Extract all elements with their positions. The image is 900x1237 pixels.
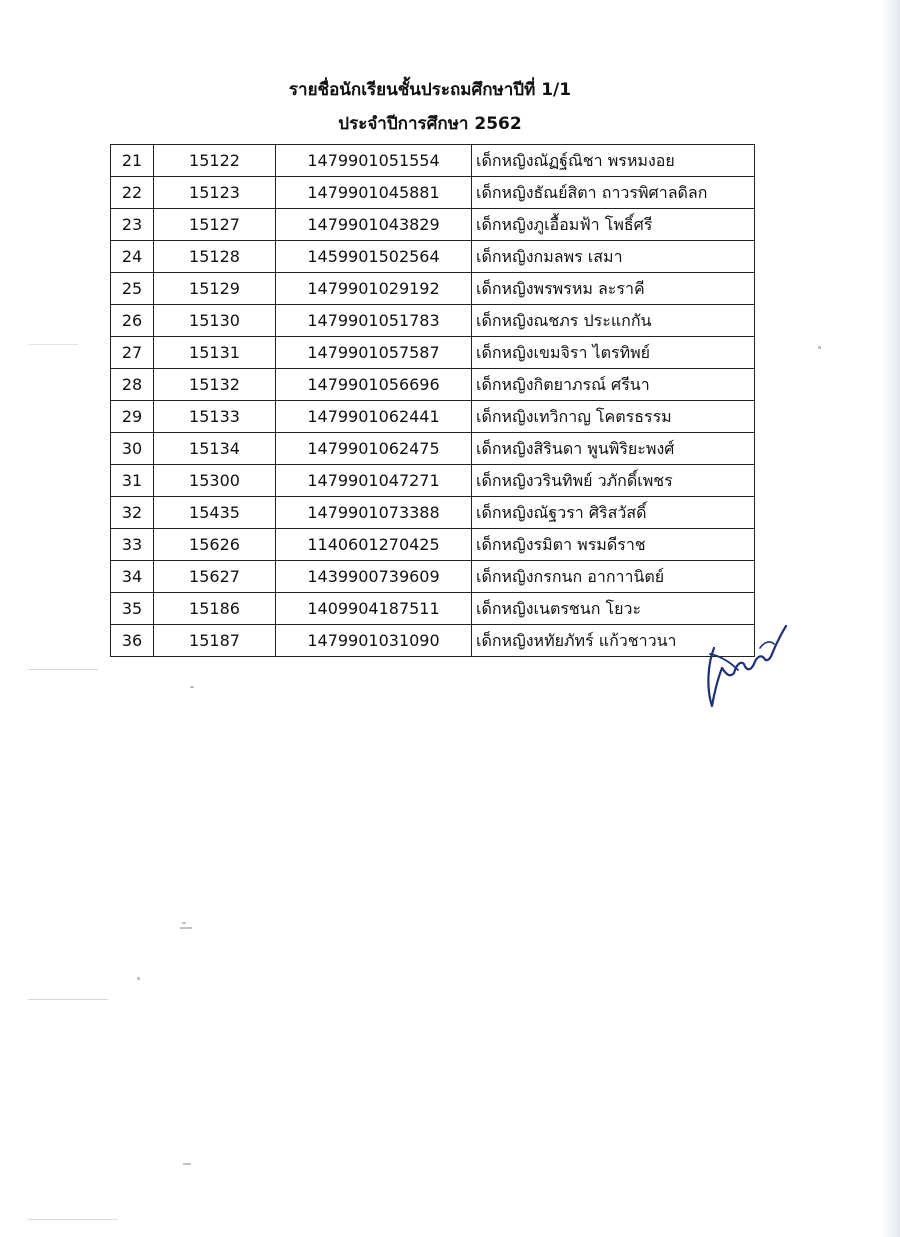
student-id-cell: 15300 xyxy=(154,465,276,497)
table-row xyxy=(111,209,755,241)
scan-dash xyxy=(28,344,78,345)
student-id-cell: 15123 xyxy=(154,177,276,209)
student-name-cell: เด็กหญิงณชภร ประแกกัน xyxy=(472,305,755,337)
scan-dash xyxy=(28,1219,118,1220)
row-number-cell: 27 xyxy=(111,337,154,369)
scan-dash xyxy=(28,669,98,670)
student-name-cell: เด็กหญิงหทัยภัทร์ แก้วชาวนา xyxy=(472,625,755,657)
student-id-cell: 15127 xyxy=(154,209,276,241)
student-id-cell: 15122 xyxy=(154,145,276,177)
table-row xyxy=(111,433,755,465)
row-number-cell: 26 xyxy=(111,305,154,337)
student-id-cell: 15187 xyxy=(154,625,276,657)
student-id-cell: 15627 xyxy=(154,561,276,593)
row-number-cell: 24 xyxy=(111,241,154,273)
student-roster-table xyxy=(110,144,755,657)
scan-edge-shadow xyxy=(882,0,900,1237)
student-id-cell: 15435 xyxy=(154,497,276,529)
student-name-cell: เด็กหญิงภูเอื้อมฟ้า โพธิ์ศรี xyxy=(472,209,755,241)
table-row xyxy=(111,497,755,529)
citizen-id-cell: 1479901029192 xyxy=(276,273,472,305)
citizen-id-cell: 1479901051783 xyxy=(276,305,472,337)
row-number-cell: 35 xyxy=(111,593,154,625)
student-id-cell: 15626 xyxy=(154,529,276,561)
student-name-cell: เด็กหญิงธัณย์สิตา ถาวรพิศาลดิลก xyxy=(472,177,755,209)
student-id-cell: 15129 xyxy=(154,273,276,305)
table-row xyxy=(111,241,755,273)
scan-speck xyxy=(818,346,821,349)
table-row xyxy=(111,401,755,433)
row-number-cell: 36 xyxy=(111,625,154,657)
row-number-cell: 22 xyxy=(111,177,154,209)
citizen-id-cell: 1479901073388 xyxy=(276,497,472,529)
student-roster-body xyxy=(111,145,755,657)
row-number-cell: 32 xyxy=(111,497,154,529)
citizen-id-cell: 1479901047271 xyxy=(276,465,472,497)
citizen-id-cell: 1479901062441 xyxy=(276,401,472,433)
table-row xyxy=(111,529,755,561)
student-name-cell: เด็กหญิงสิรินดา พูนพิริยะพงศ์ xyxy=(472,433,755,465)
citizen-id-cell: 1409904187511 xyxy=(276,593,472,625)
scan-speck xyxy=(182,922,186,924)
row-number-cell: 25 xyxy=(111,273,154,305)
citizen-id-cell: 1479901062475 xyxy=(276,433,472,465)
student-name-cell: เด็กหญิงเทวิกาญ โคตรธรรม xyxy=(472,401,755,433)
document-title: รายชื่อนักเรียนชั้นประถมศึกษาปีที่ 1/1 xyxy=(288,80,572,100)
student-name-cell: เด็กหญิงวรินทิพย์ วภักดิ์เพชร xyxy=(472,465,755,497)
table-row xyxy=(111,593,755,625)
citizen-id-cell: 1479901045881 xyxy=(276,177,472,209)
student-name-cell: เด็กหญิงกิตยาภรณ์ ศรีนา xyxy=(472,369,755,401)
table-row xyxy=(111,625,755,657)
table-row xyxy=(111,369,755,401)
student-name-cell: เด็กหญิงกมลพร เสมา xyxy=(472,241,755,273)
scan-speck xyxy=(183,1163,191,1165)
scan-speck xyxy=(180,927,192,929)
row-number-cell: 23 xyxy=(111,209,154,241)
row-number-cell: 34 xyxy=(111,561,154,593)
row-number-cell: 33 xyxy=(111,529,154,561)
table-row xyxy=(111,177,755,209)
student-name-cell: เด็กหญิงเนตรชนก โยวะ xyxy=(472,593,755,625)
student-name-cell: เด็กหญิงณัฐวรา ศิริสวัสดิ์ xyxy=(472,497,755,529)
handwritten-signature xyxy=(700,618,790,713)
row-number-cell: 21 xyxy=(111,145,154,177)
citizen-id-cell: 1140601270425 xyxy=(276,529,472,561)
student-id-cell: 15132 xyxy=(154,369,276,401)
student-name-cell: เด็กหญิงกรกนก อากาานิตย์ xyxy=(472,561,755,593)
student-id-cell: 15131 xyxy=(154,337,276,369)
row-number-cell: 31 xyxy=(111,465,154,497)
table-row xyxy=(111,561,755,593)
citizen-id-cell: 1479901043829 xyxy=(276,209,472,241)
citizen-id-cell: 1479901056696 xyxy=(276,369,472,401)
citizen-id-cell: 1459901502564 xyxy=(276,241,472,273)
student-id-cell: 15128 xyxy=(154,241,276,273)
row-number-cell: 29 xyxy=(111,401,154,433)
student-id-cell: 15186 xyxy=(154,593,276,625)
academic-year-subtitle: ประจำปีการศึกษา 2562 xyxy=(338,114,522,134)
row-number-cell: 28 xyxy=(111,369,154,401)
scan-dash xyxy=(28,999,108,1000)
table-row xyxy=(111,465,755,497)
student-name-cell: เด็กหญิงพรพรหม ละราคี xyxy=(472,273,755,305)
scan-speck xyxy=(190,686,194,688)
table-row xyxy=(111,273,755,305)
row-number-cell: 30 xyxy=(111,433,154,465)
scan-speck xyxy=(137,977,140,980)
student-id-cell: 15134 xyxy=(154,433,276,465)
student-name-cell: เด็กหญิงรมิตา พรมดีราช xyxy=(472,529,755,561)
citizen-id-cell: 1439900739609 xyxy=(276,561,472,593)
table-row xyxy=(111,145,755,177)
citizen-id-cell: 1479901031090 xyxy=(276,625,472,657)
student-id-cell: 15130 xyxy=(154,305,276,337)
student-name-cell: เด็กหญิงณัฏฐ์ณิชา พรหมงอย xyxy=(472,145,755,177)
student-id-cell: 15133 xyxy=(154,401,276,433)
citizen-id-cell: 1479901057587 xyxy=(276,337,472,369)
student-name-cell: เด็กหญิงเขมจิรา ไตรทิพย์ xyxy=(472,337,755,369)
table-row xyxy=(111,305,755,337)
table-row xyxy=(111,337,755,369)
citizen-id-cell: 1479901051554 xyxy=(276,145,472,177)
